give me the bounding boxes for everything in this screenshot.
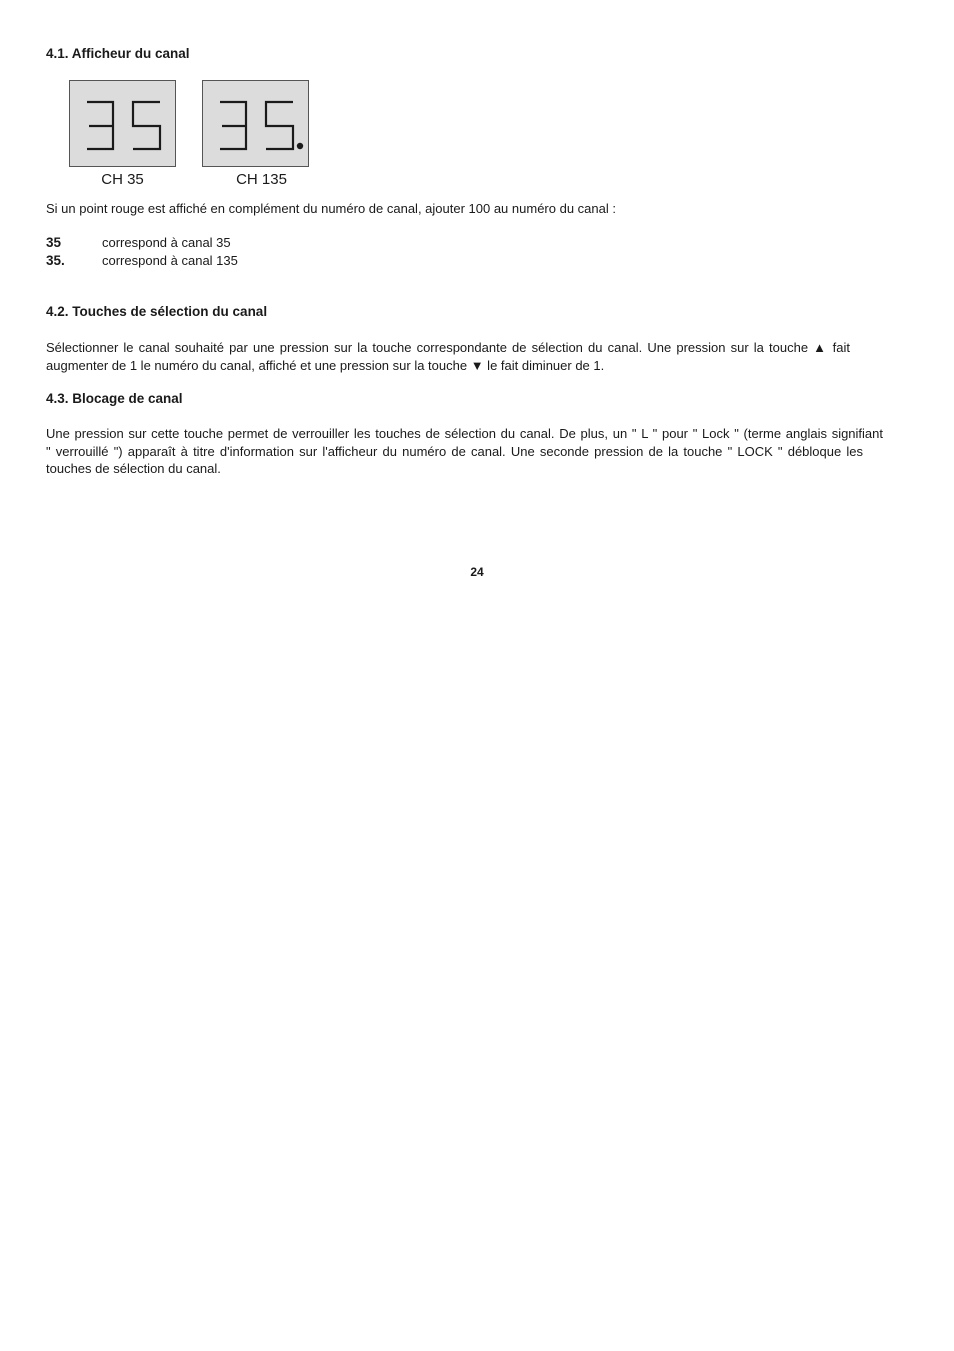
selection-keys-paragraph [46,339,850,374]
paragraph-line: Une pression sur cette touche permet de verrouiller les touches de sélection du canal. De plus, un " L " pour " Lock " (terme anglais signifiant [46,426,883,441]
section-heading-selection-keys: 4.2. Touches de sélection du canal [46,304,268,319]
item-text-35-dot: correspond à canal 135 [102,253,238,268]
paragraph-line: " verrouillé ") apparaît à titre d'information sur l'afficheur du numéro de canal. Une seconde pression de la touche " LOCK " débloque les [46,443,863,459]
caption-ch-35: CH 35 [101,171,144,188]
paragraph-line: touches de sélection du canal. [46,461,221,476]
seven-segment-35-icon [70,81,177,168]
paragraph-line: Sélectionner le canal souhaité par une pression sur la touche correspondante de sélection du canal. Une pression sur la touche ▲ fait [46,340,850,355]
section-heading-channel-lock: 4.3. Blocage de canal [46,391,183,406]
paragraph-line: augmenter de 1 le numéro du canal, affiché et une pression sur la touche ▼ le fait diminuer de 1. [46,357,605,373]
channel-lock-paragraph [46,425,883,478]
section-heading-display: 4.1. Afficheur du canal [46,46,190,61]
seven-segment-35-dot-icon [203,81,310,168]
decimal-point-icon [297,143,303,149]
item-number-35: 35 [46,235,62,250]
item-text-35: correspond à canal 35 [102,235,231,250]
display-intro-text: Si un point rouge est affiché en complément du numéro de canal, ajouter 100 au numéro du canal : [46,201,616,216]
item-number-35-dot: 35. [46,253,65,268]
channel-display-135 [202,80,309,167]
page-number: 24 [470,565,484,579]
caption-ch-135: CH 135 [236,171,287,188]
channel-display-35 [69,80,176,167]
